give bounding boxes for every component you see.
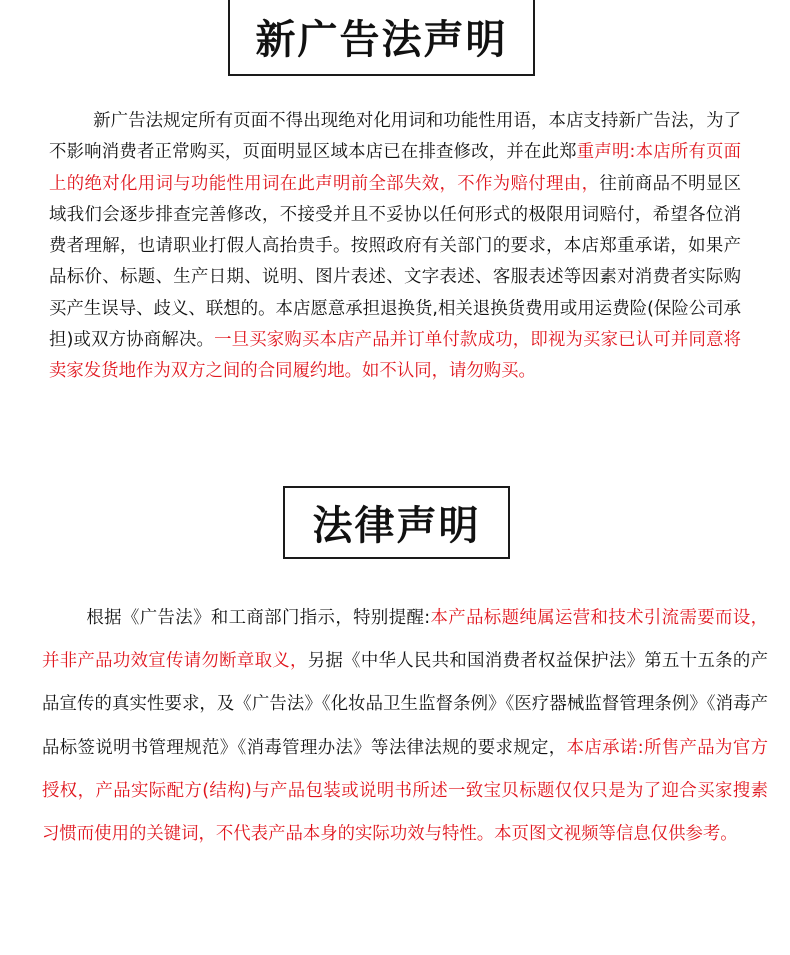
section-title-new-ad-law: 新广告法声明 <box>228 0 535 76</box>
ad-law-text-highlight-1: 重声明:本店所有页面上的绝对化用词与功能性用词在此声明前全部失效，不作为赔付理由， <box>49 142 741 194</box>
legal-text-highlight-2: 本店承诺:所售产品为官方授权，产品实际配方(结构)与产品包装或说明书所述一致宝贝标题仅仅只是为了迎合买家搜素习惯而使用的关键词，不代表产品本身的实际功效与特性。本页图文视频等信息仅供参考。 <box>42 737 768 845</box>
ad-law-text-highlight-2: 一旦买家购买本店产品并订单付款成功，即视为买家已认可并同意将卖家发货地作为双方之间的合同履约地。如不认同，请勿购买。 <box>49 330 741 382</box>
ad-law-text-normal-1: 新广告法规定所有页面不得出现绝对化用词和功能性用语，本店支持新广告法，为了不影响消费者正常购买，页面明显区域本店已在排查修改，并在此郑 <box>49 111 741 163</box>
legal-text-highlight-1: 本产品标题纯属运营和技术引流需要而设，并非产品功效宣传请勿断章取义， <box>42 608 768 672</box>
section-title-legal-statement: 法律声明 <box>283 486 510 559</box>
legal-text-normal-1: 根据《广告法》和工商部门指示，特别提醒: <box>86 608 431 628</box>
ad-law-text-normal-2: 往前商品不明显区域我们会逐步排查完善修改，不接受并且不妥协以任何形式的极限用词赔付，希望各位消费者理解，也请职业打假人高抬贵手。按照政府有关部门的要求，本店郑重承诺，如果产品标价、标题、生产日期、说明、图片表述、文字表述、客服表述等因素对消费者实际购买产生误导、歧义、联想的。本店愿意承担退换货,相关退换货费用或用运费险(保险公司承担)或双方协商解决。 <box>49 173 741 351</box>
legal-text-normal-2: 另据《中华人民共和国消费者权益保护法》第五十五条的产品宣传的真实性要求，及《广告法》《化妆品卫生监督条例》《医疗器械监督管理条例》《消毒产品标签说明书管理规范》《消毒管理办法》等法律法规的要求规定， <box>42 651 768 758</box>
legal-statement-paragraph <box>42 597 768 856</box>
ad-law-statement-paragraph <box>49 106 741 388</box>
